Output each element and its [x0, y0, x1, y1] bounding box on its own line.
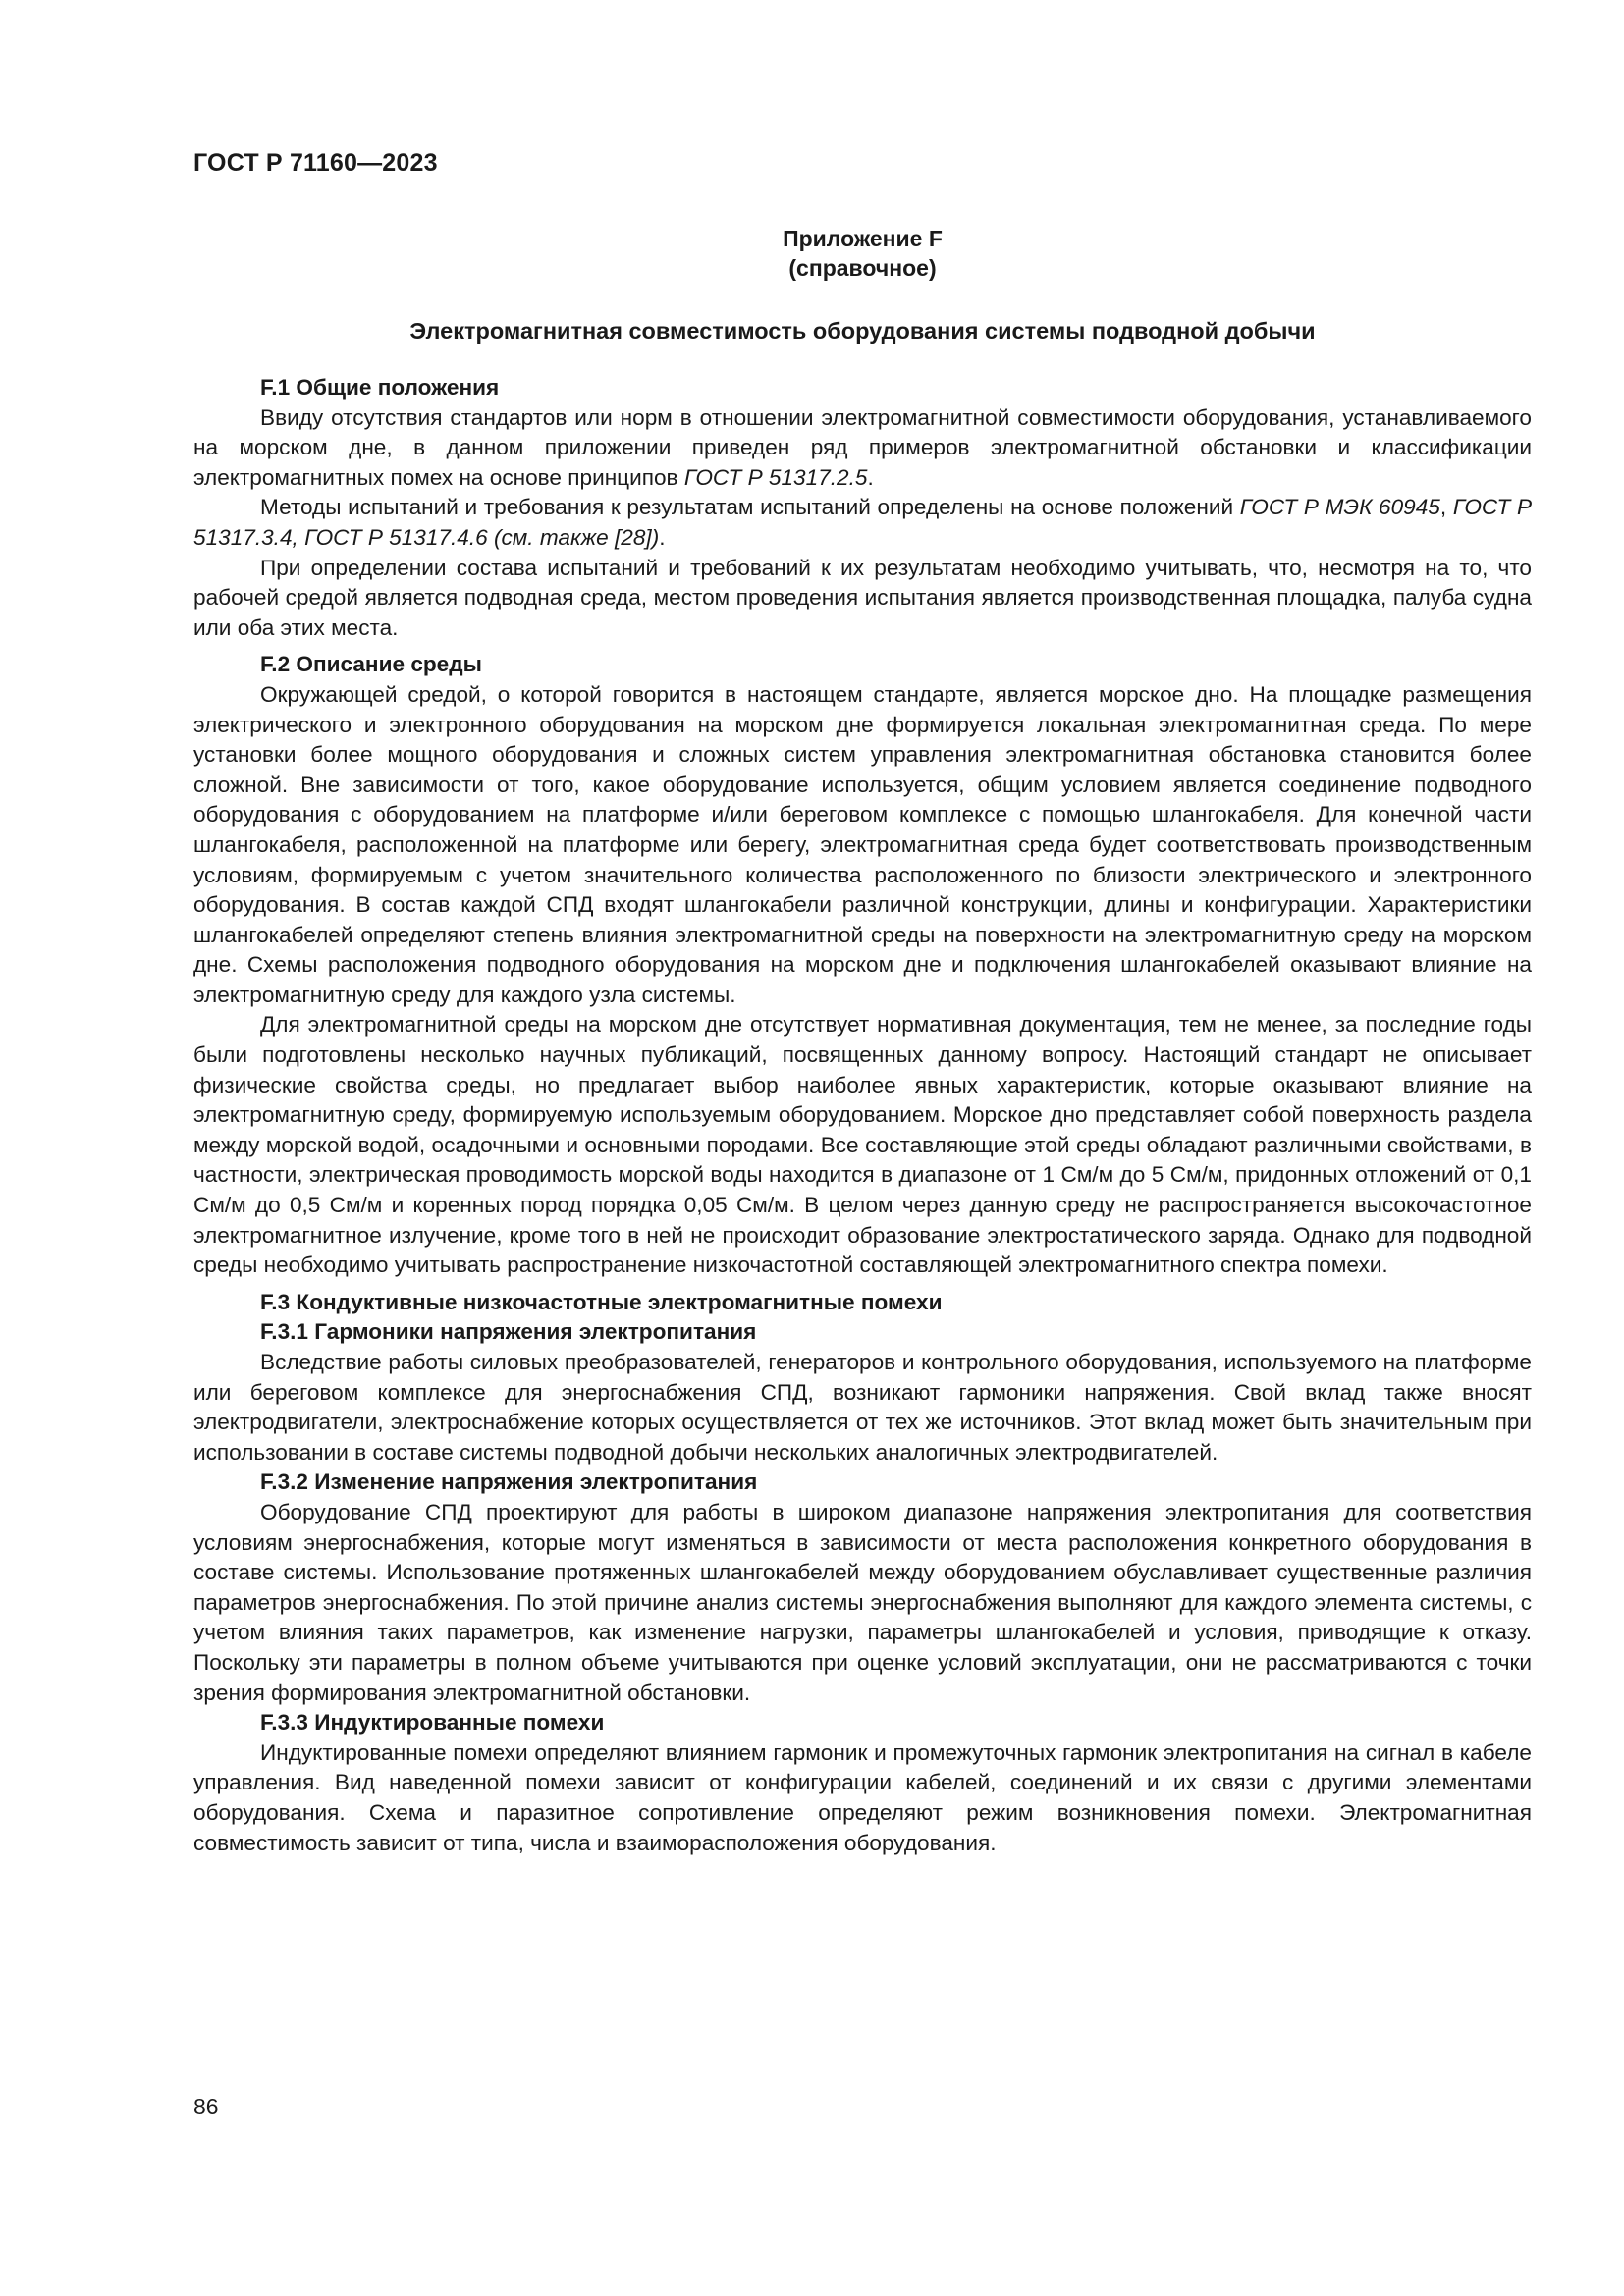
document-code: ГОСТ Р 71160—2023 [193, 149, 438, 177]
paragraph: Оборудование СПД проектируют для работы в широком диапазоне напряжения электропитания для соответствия условиям энергоснабжения, которые могут изменяться в зависимости от места расположения конкретного оборудования в составе системы. Использование протяженных шлангокабелей между оборудованием обуславливает существенные различия параметров энергоснабжения. По этой причине анализ системы энергоснабжения выполняют для каждого элемента системы, с учетом влияния таких параметров, как изменение нагрузки, параметры шлангокабелей и условия, приводящие к отказу. Поскольку эти параметры в полном объеме учитываются при оценке условий эксплуатации, они не рассматриваются с точки зрения формирования электромагнитной обстановки. [193, 1499, 1532, 1705]
paragraph-text: Ввиду отсутствия стандартов или норм в отношении электромагнитной совместимости оборудования, устанавливаемого на морском дне, в данном приложении приведен ряд примеров электромагнитной обстановки и классификации электромагнитных помех на основе принципов [193, 404, 1532, 490]
subsection-heading-f3-1: F.3.1 Гармоники напряжения электропитания [260, 1319, 757, 1345]
paragraph: Для электромагнитной среды на морском дне отсутствует нормативная документация, тем не менее, за последние годы были подготовлены несколько научных публикаций, посвященных данному вопросу. Настоящий стандарт не описывает физические свойства среды, но предлагает выбор наиболее явных характеристик, которые оказывают влияние на электромагнитную среду, формируемую используемым оборудованием. Морское дно представляет собой поверхность раздела между морской водой, осадочными и основными породами. Все составляющие этой среды обладают различными свойствами, в частности, электрическая проводимость морской воды находится в диапазоне от 1 См/м до 5 См/м, придонных отложений от 0,1 См/м до 0,5 См/м и коренных пород порядка 0,05 См/м. В целом через данную среду не распространяется высокочастотное электромагнитное излучение, кроме того в ней не происходит образование электростатического заряда. Однако для подводной среды необходимо учитывать распространение низкочастотной составляющей электромагнитного спектра помехи. [193, 1012, 1532, 1278]
paragraph-text: Методы испытаний и требования к результатам испытаний определены на основе положений [260, 495, 1240, 520]
page-number: 86 [193, 2094, 219, 2119]
annex-title: Электромагнитная совместимость оборудования системы подводной добычи [409, 318, 1316, 344]
section-heading-f2: F.2 Описание среды [260, 652, 482, 677]
annex-type: (справочное) [788, 255, 937, 281]
paragraph [193, 493, 1532, 553]
paragraph: При определении состава испытаний и требований к их результатам необходимо учитывать, что, несмотря на то, что рабочей средой является подводная среда, местом проведения испытания является производственная площадка, палуба судна или оба этих места. [193, 555, 1532, 640]
paragraph: Индуктированные помехи определяют влиянием гармоник и промежуточных гармоник электропитания на сигнал в кабеле управления. Вид наведенной помехи зависит от конфигурации кабелей, соединений и их связи с другими элементами оборудования. Схема и паразитное сопротивление определяют режим возникновения помехи. Электромагнитная совместимость зависит от типа, числа и взаиморасположения оборудования. [193, 1739, 1532, 1855]
standard-reference: ГОСТ Р МЭК 60945 [1239, 495, 1440, 520]
punctuation: , [1439, 495, 1453, 520]
standard-reference: ГОСТ Р 51317.2.5 [683, 464, 868, 490]
paragraph: Окружающей средой, о которой говорится в настоящем стандарте, является морское дно. На площадке размещения электрического и электронного оборудования на морском дне формируется локальная электромагнитная среда. По мере установки более мощного оборудования и сложных систем управления электромагнитная обстановка становится более сложной. Вне зависимости от того, какое оборудование используется, общим условием является соединение подводного оборудования с оборудованием на платформе и/или береговом комплексе с помощью шлангокабеля. Для конечной части шлангокабеля, расположенной на платформе или берегу, электромагнитная среда будет соответствовать производственным условиям, формируемым с учетом значительного количества расположенного по близости электрического и электронного оборудования. В состав каждой СПД входят шлангокабели различной конструкции, длины и конфигурации. Характеристики шлангокабелей определяют степень влияния электромагнитной среды на поверхности на электромагнитную среду на морском дне. Схемы расположения подводного оборудования на морском дне и подключения шлангокабелей оказывают влияние на электромагнитную среду для каждого узла системы. [193, 681, 1532, 1007]
paragraph [193, 403, 1532, 494]
subsection-heading-f3-3: F.3.3 Индуктированные помехи [260, 1710, 605, 1735]
standard-reference: ГОСТ Р 51317.3.4, ГОСТ Р 51317.4.6 (см. также [28]) [193, 495, 1533, 550]
annex-label: Приложение F [783, 226, 943, 251]
document-body [193, 224, 1532, 1858]
subsection-heading-f3-2: F.3.2 Изменение напряжения электропитания [260, 1469, 758, 1495]
punctuation: . [867, 464, 874, 490]
paragraph: Вследствие работы силовых преобразователей, генераторов и контрольного оборудования, используемого на платформе или береговом комплексе для энергоснабжения СПД, возникают гармоники напряжения. Свой вклад также вносят электродвигатели, электроснабжение которых осуществляется от тех же источников. Этот вклад может быть значительным при использовании в составе системы подводной добычи нескольких аналогичных электродвигателей. [193, 1350, 1532, 1465]
section-heading-f3: F.3 Кондуктивные низкочастотные электромагнитные помехи [260, 1289, 943, 1314]
punctuation: . [659, 524, 666, 550]
section-heading-f1: F.1 Общие положения [260, 375, 500, 400]
